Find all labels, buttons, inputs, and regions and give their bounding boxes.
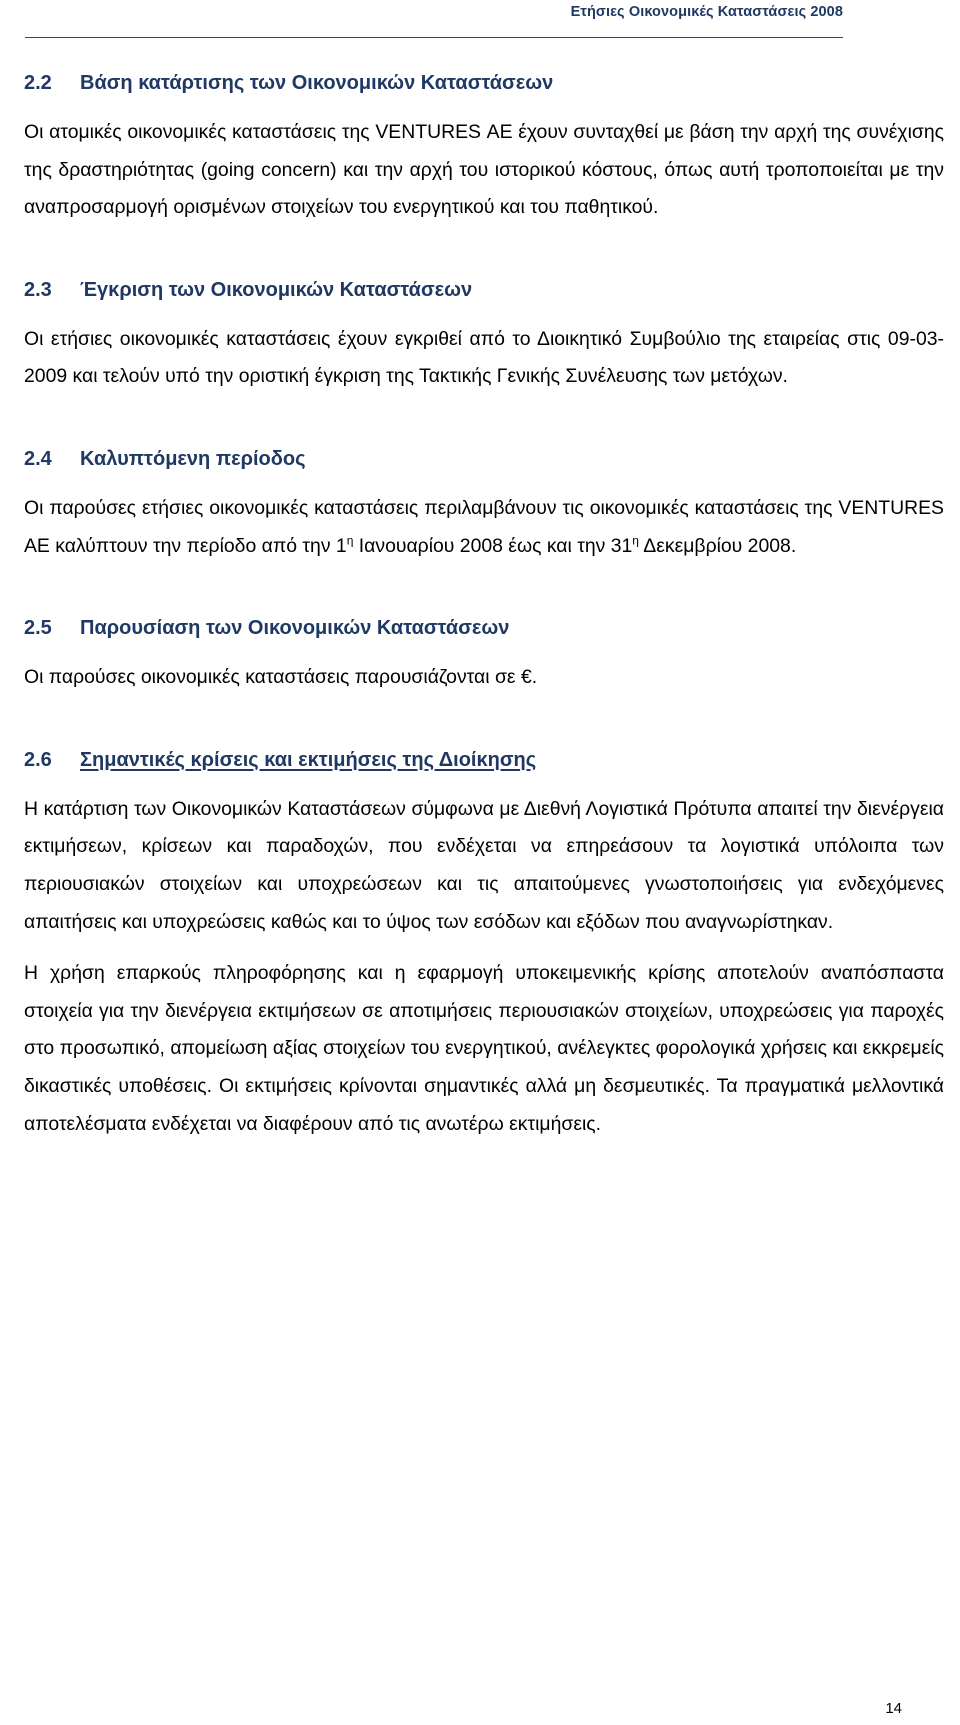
section-2-5 [24,613,944,697]
section-heading [24,275,944,305]
ordinal-superscript: η [632,533,639,548]
section-heading [24,444,944,474]
section-number: 2.3 [24,278,52,301]
section-heading [24,613,944,643]
paragraph-text: Ιανουαρίου 2008 έως και την 31 [353,534,633,557]
ordinal-superscript: η [346,533,354,548]
section-2-4 [24,444,944,565]
paragraph: Η χρήση επαρκούς πληροφόρησης και η εφαρμογή υποκειμενικής κρίσης αποτελούν αναπόσπαστα στοιχεία για την διενέργεια εκτιμήσεων σε αποτιμήσεις περιουσιακών στοιχείων, υποχρεώσεις για παροχές στο προσωπικό, απομείωση αξίας στοιχείων του ενεργητικού, ανέλεγκτες φορολογικά χρήσεις και εκκρεμείς δικαστικές υποθέσεις. Οι εκτιμήσεις κρίνονται σημαντικές αλλά μη δεσμευτικές. Τα πραγματικά μελλοντικά αποτελέσματα ενδέχεται να διαφέρουν από τις ανωτέρω εκτιμήσεις. [24,962,944,1135]
paragraph: Οι ατομικές οικονομικές καταστάσεις της VENTURES ΑΕ έχουν συνταχθεί με βάση την αρχή της συνέχισης της δραστηριότητας (going concern) και την αρχή του ιστορικού κόστους, όπως αυτή τροποποιείται με την αναπροσαρμογή ορισμένων στοιχείων του ενεργητικού και του παθητικού. [24,121,944,219]
section-title: Παρουσίαση των Οικονομικών Καταστάσεων [80,617,510,640]
section-2-6 [24,745,944,1143]
running-header: Ετήσιες Οικονομικές Καταστάσεις 2008 [570,4,843,20]
paragraph-text: Δεκεμβρίου 2008. [638,534,797,557]
section-number: 2.4 [24,447,52,470]
section-title: Έγκριση των Οικονομικών Καταστάσεων [80,278,473,301]
paragraph: Οι ετήσιες οικονομικές καταστάσεις έχουν εγκριθεί από το Διοικητικό Συμβούλιο της εταιρείας στις 09-03-2009 και τελούν υπό την οριστική έγκριση της Τακτικής Γενικής Συνέλευσης των μετόχων. [24,327,944,388]
paragraph: Οι παρούσες οικονομικές καταστάσεις παρουσιάζονται σε €. [24,666,538,689]
section-title: Σημαντικές κρίσεις και εκτιμήσεις της Διοίκησης [80,748,537,771]
section-title: Καλυπτόμενη περίοδος [80,447,306,470]
section-title: Βάση κατάρτισης των Οικονομικών Καταστάσεων [80,72,554,94]
paragraph [24,490,944,565]
section-number: 2.5 [24,617,52,640]
section-heading [24,68,944,98]
document-body [24,68,944,1191]
paragraph-text: Οι παρούσες ετήσιες οικονομικές καταστάσεις περιλαμβάνουν τις οικονομικές καταστάσεις της VENTURES ΑΕ καλύπτουν την περίοδο από την 1 [24,496,944,557]
section-heading [24,745,944,775]
header-rule [25,37,843,38]
paragraph: Η κατάρτιση των Οικονομικών Καταστάσεων σύμφωνα με Διεθνή Λογιστικά Πρότυπα απαιτεί την διενέργεια εκτιμήσεων, κρίσεων και παραδοχών, που ενδέχεται να επηρεάσουν τα λογιστικά υπόλοιπα των περιουσιακών στοιχείων και υποχρεώσεων και τις απαιτούμενες γνωστοποιήσεις για ενδεχόμενες απαιτήσεις και υποχρεώσεις καθώς και το ύψος των εσόδων και εξόδων που αναγνωρίστηκαν. [24,797,944,933]
section-2-2 [24,68,944,227]
section-2-3 [24,275,944,396]
section-number: 2.6 [24,748,52,771]
page-number: 14 [885,1700,902,1717]
section-number: 2.2 [24,72,52,94]
